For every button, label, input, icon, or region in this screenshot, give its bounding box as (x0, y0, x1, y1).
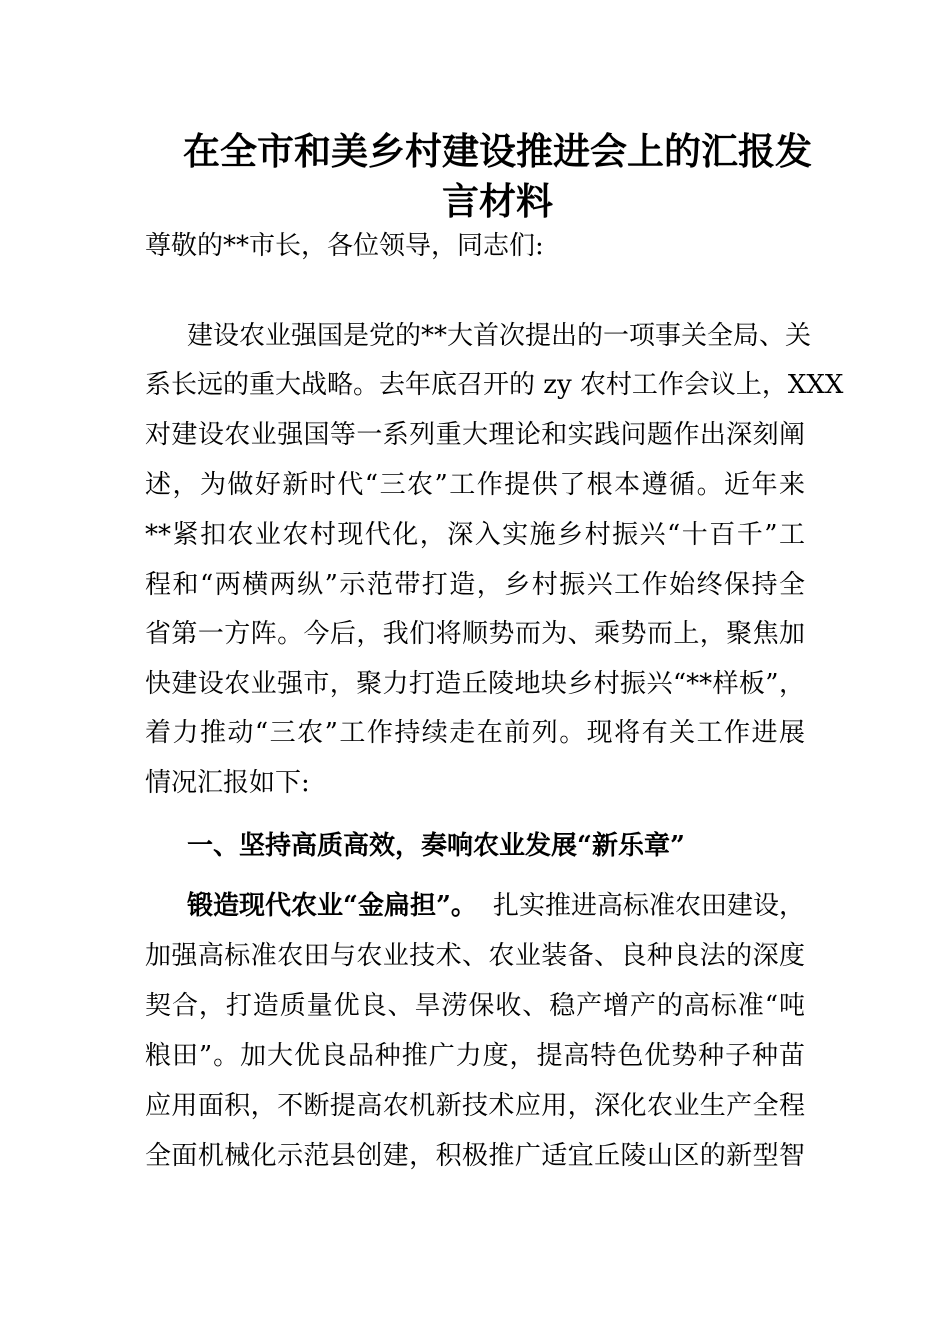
paragraph-line: 系长远的重大战略。去年底召开的 zy 农村工作会议上，XXX (145, 370, 844, 400)
paragraph-line-text: 扎实推进高标准农田建设， (492, 891, 805, 921)
paragraph-line: 对建设农业强国等一系列重大理论和实践问题作出深刻阐 (145, 420, 805, 450)
document-title-line-1: 在全市和美乡村建设推进会上的汇报发 (183, 129, 812, 173)
paragraph-line: 契合，打造质量优良、旱涝保收、稳产增产的高标准“吨 (145, 991, 805, 1021)
paragraph-line: 着力推动“三农”工作持续走在前列。现将有关工作进展 (145, 718, 805, 748)
document-title-line-2: 言材料 (442, 179, 553, 223)
paragraph-line: 建设农业强国是党的**大首次提出的一项事关全局、关 (187, 321, 812, 351)
paragraph-line: 情况汇报如下: (145, 768, 310, 798)
paragraph-lead-in: 锻造现代农业“金扁担”。 (187, 891, 477, 921)
paragraph-line: 全面机械化示范县创建，积极推广适宜丘陵山区的新型智 (145, 1141, 805, 1171)
paragraph-line: **紧扣农业农村现代化，深入实施乡村振兴“十百千”工 (145, 520, 805, 550)
salutation: 尊敬的**市长，各位领导，同志们: (145, 231, 544, 261)
paragraph-line: 快建设农业强市，聚力打造丘陵地块乡村振兴“**样板”， (145, 669, 805, 699)
paragraph-line (187, 886, 805, 926)
paragraph-line: 应用面积，不断提高农机新技术应用，深化农业生产全程 (145, 1091, 805, 1121)
paragraph-line: 程和“两横两纵”示范带打造，乡村振兴工作始终保持全 (145, 570, 805, 600)
paragraph-line: 粮田”。加大优良品种推广力度，提高特色优势种子种苗 (145, 1041, 805, 1071)
paragraph-line: 省第一方阵。今后，我们将顺势而为、乘势而上，聚焦加 (145, 619, 805, 649)
section-heading: 一、坚持高质高效，奏响农业发展“新乐章” (187, 831, 685, 861)
paragraph-line: 加强高标准农田与农业技术、农业装备、良种良法的深度 (145, 941, 805, 971)
paragraph-line: 述，为做好新时代“三农”工作提供了根本遵循。近年来 (145, 470, 805, 500)
